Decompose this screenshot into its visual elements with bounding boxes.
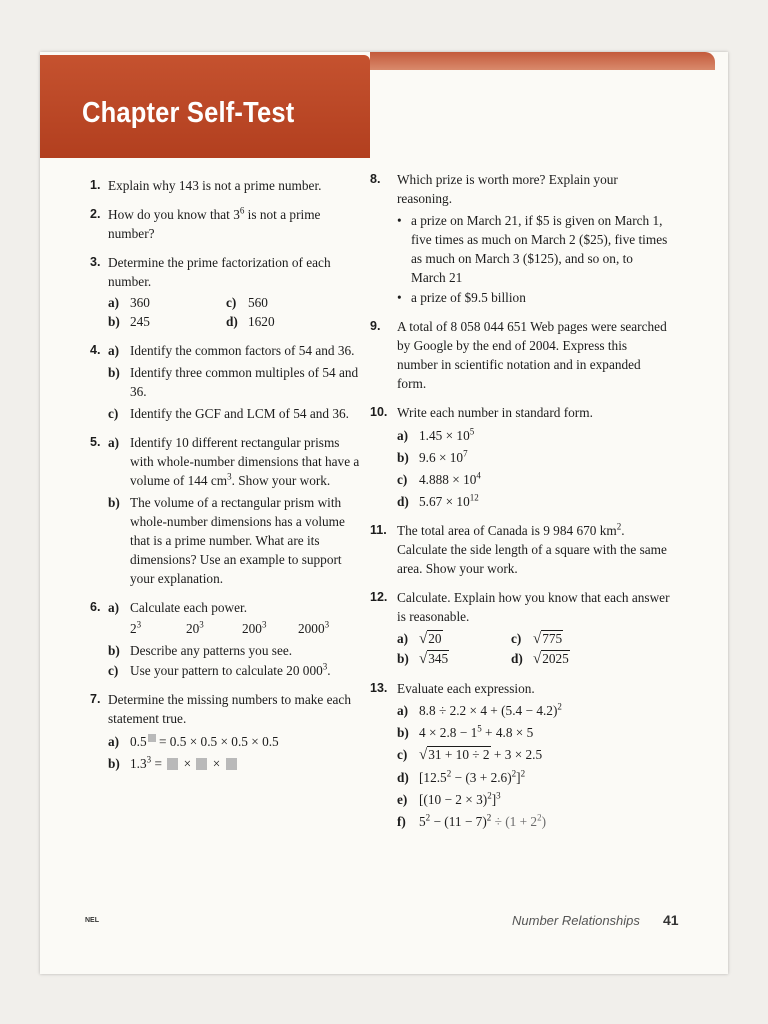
question-number: 12.	[370, 590, 388, 604]
missing-number-box	[148, 734, 156, 742]
question-number: 5.	[90, 435, 101, 449]
question-text: A total of 8 058 044 651 Web pages were searched by Google by the end of 2004. Express this number in scientific notation and in expanded form.	[397, 319, 667, 391]
question-text: Evaluate each expression.	[397, 681, 535, 696]
question-3	[90, 253, 360, 331]
question-text: Determine the prime factorization of each number.	[108, 255, 331, 289]
missing-number-box	[167, 758, 178, 770]
question-text: Which prize is worth more? Explain your reasoning.	[397, 172, 618, 206]
question-number: 7.	[90, 692, 101, 706]
question-1	[90, 176, 360, 195]
left-column	[90, 176, 360, 783]
question-text: The total area of Canada is 9 984 670 $km^2$. Calculate the side length of a square with the same area. Show your work.	[397, 521, 667, 576]
question-text: How do you know that $3^6$ is not a prime number?	[108, 205, 321, 241]
right-column	[370, 170, 670, 841]
answer-parts: a) 360 c) 560 b) 245 d) 1620	[108, 295, 275, 329]
question-number: 1.	[90, 178, 101, 192]
question-number: 6.	[90, 600, 101, 614]
question-number: 2.	[90, 207, 101, 221]
question-5: 5. a) Identify 10 different rectangular prisms with whole-number dimensions that have a volume of 144 $cm^3$. Show your work. b) The volume of a rectangular prism with whole-number dimensions has a volume that is a prime number. What are its dimensions? Use an example to support your explanation.	[90, 435, 360, 586]
page-title: Chapter Self-Test	[82, 97, 295, 129]
answer-parts: a) √20 c) √775 b) √345 d) √2025	[397, 631, 569, 667]
question-13: 13. Evaluate each expression. a) $8.8 \div 2.2 \times 4 + (5.4 - 4.2)^2$ b) $4 \times 2.8 - 1^5 + 4.8 \times 5$ c) √31 + 10 ÷ 2 + 3 × 2.5 d) $[12.5^2 - (3 + 2.6)^2]^2$ e) $[(10 - 2 \times 3)^2]^3$ f) $5^2 - (11 - 7)^2 \div (1 + 2^2)$	[370, 681, 562, 829]
question-11	[370, 521, 670, 578]
question-7: 7. Determine the missing numbers to make each statement true. a) 0.5 = 0.5 × 0.5 × 0.5 × 0.5 b) $1.3^3$ = × ×	[90, 692, 351, 771]
question-4: 4. a) Identify the common factors of 54 and 36. b) Identify three common multiples of 54 and 36. c) Identify the GCF and LCM of 54 and 36.	[90, 343, 359, 421]
missing-number-box	[196, 758, 207, 770]
question-text: Explain why 143 is not a prime number.	[108, 178, 322, 193]
question-12	[370, 588, 670, 669]
power-list: $2^3$ $20^3$ $200^3$ 2000$^3$	[130, 619, 330, 636]
question-number: 4.	[90, 343, 101, 357]
question-text: Determine the missing numbers to make each statement true.	[108, 692, 351, 726]
question-text: Calculate. Explain how you know that each answer is reasonable.	[397, 590, 670, 624]
question-number: 8.	[370, 172, 381, 186]
header-strip	[370, 52, 715, 70]
running-footer-chapter: Number Relationships	[512, 913, 640, 928]
publisher-mark: NEL	[85, 917, 99, 924]
question-text: Write each number in standard form.	[397, 405, 593, 420]
missing-number-box	[226, 758, 237, 770]
page-number: 41	[663, 912, 679, 928]
question-10: 10. Write each number in standard form. a) $1.45 \times 10^5$ b) $9.6 \times 10^7$ c) $4.888 \times 10^4$ d) $5.67 \times 10^{12}$	[370, 405, 593, 509]
bullet-item: • a prize of $9.5 billion	[397, 288, 670, 307]
question-number: 3.	[90, 255, 101, 269]
question-2	[90, 205, 360, 243]
question-number: 10.	[370, 405, 388, 419]
question-number: 11.	[370, 523, 387, 537]
question-number: 9.	[370, 319, 381, 333]
question-9	[370, 317, 670, 393]
question-number: 13.	[370, 681, 388, 695]
question-8	[370, 170, 670, 307]
question-6: 6. a) Calculate each power. $2^3$ $20^3$ $200^3$ 2000$^3$ b) Describe any patterns you see. c) Use your pattern to calculate 20 $000^3$.	[90, 598, 360, 680]
bullet-item: • a prize on March 21, if $5 is given on March 1, five times as much on March 2 ($25), five times as much on March 3 ($125), and so on, to March 21	[397, 211, 670, 287]
